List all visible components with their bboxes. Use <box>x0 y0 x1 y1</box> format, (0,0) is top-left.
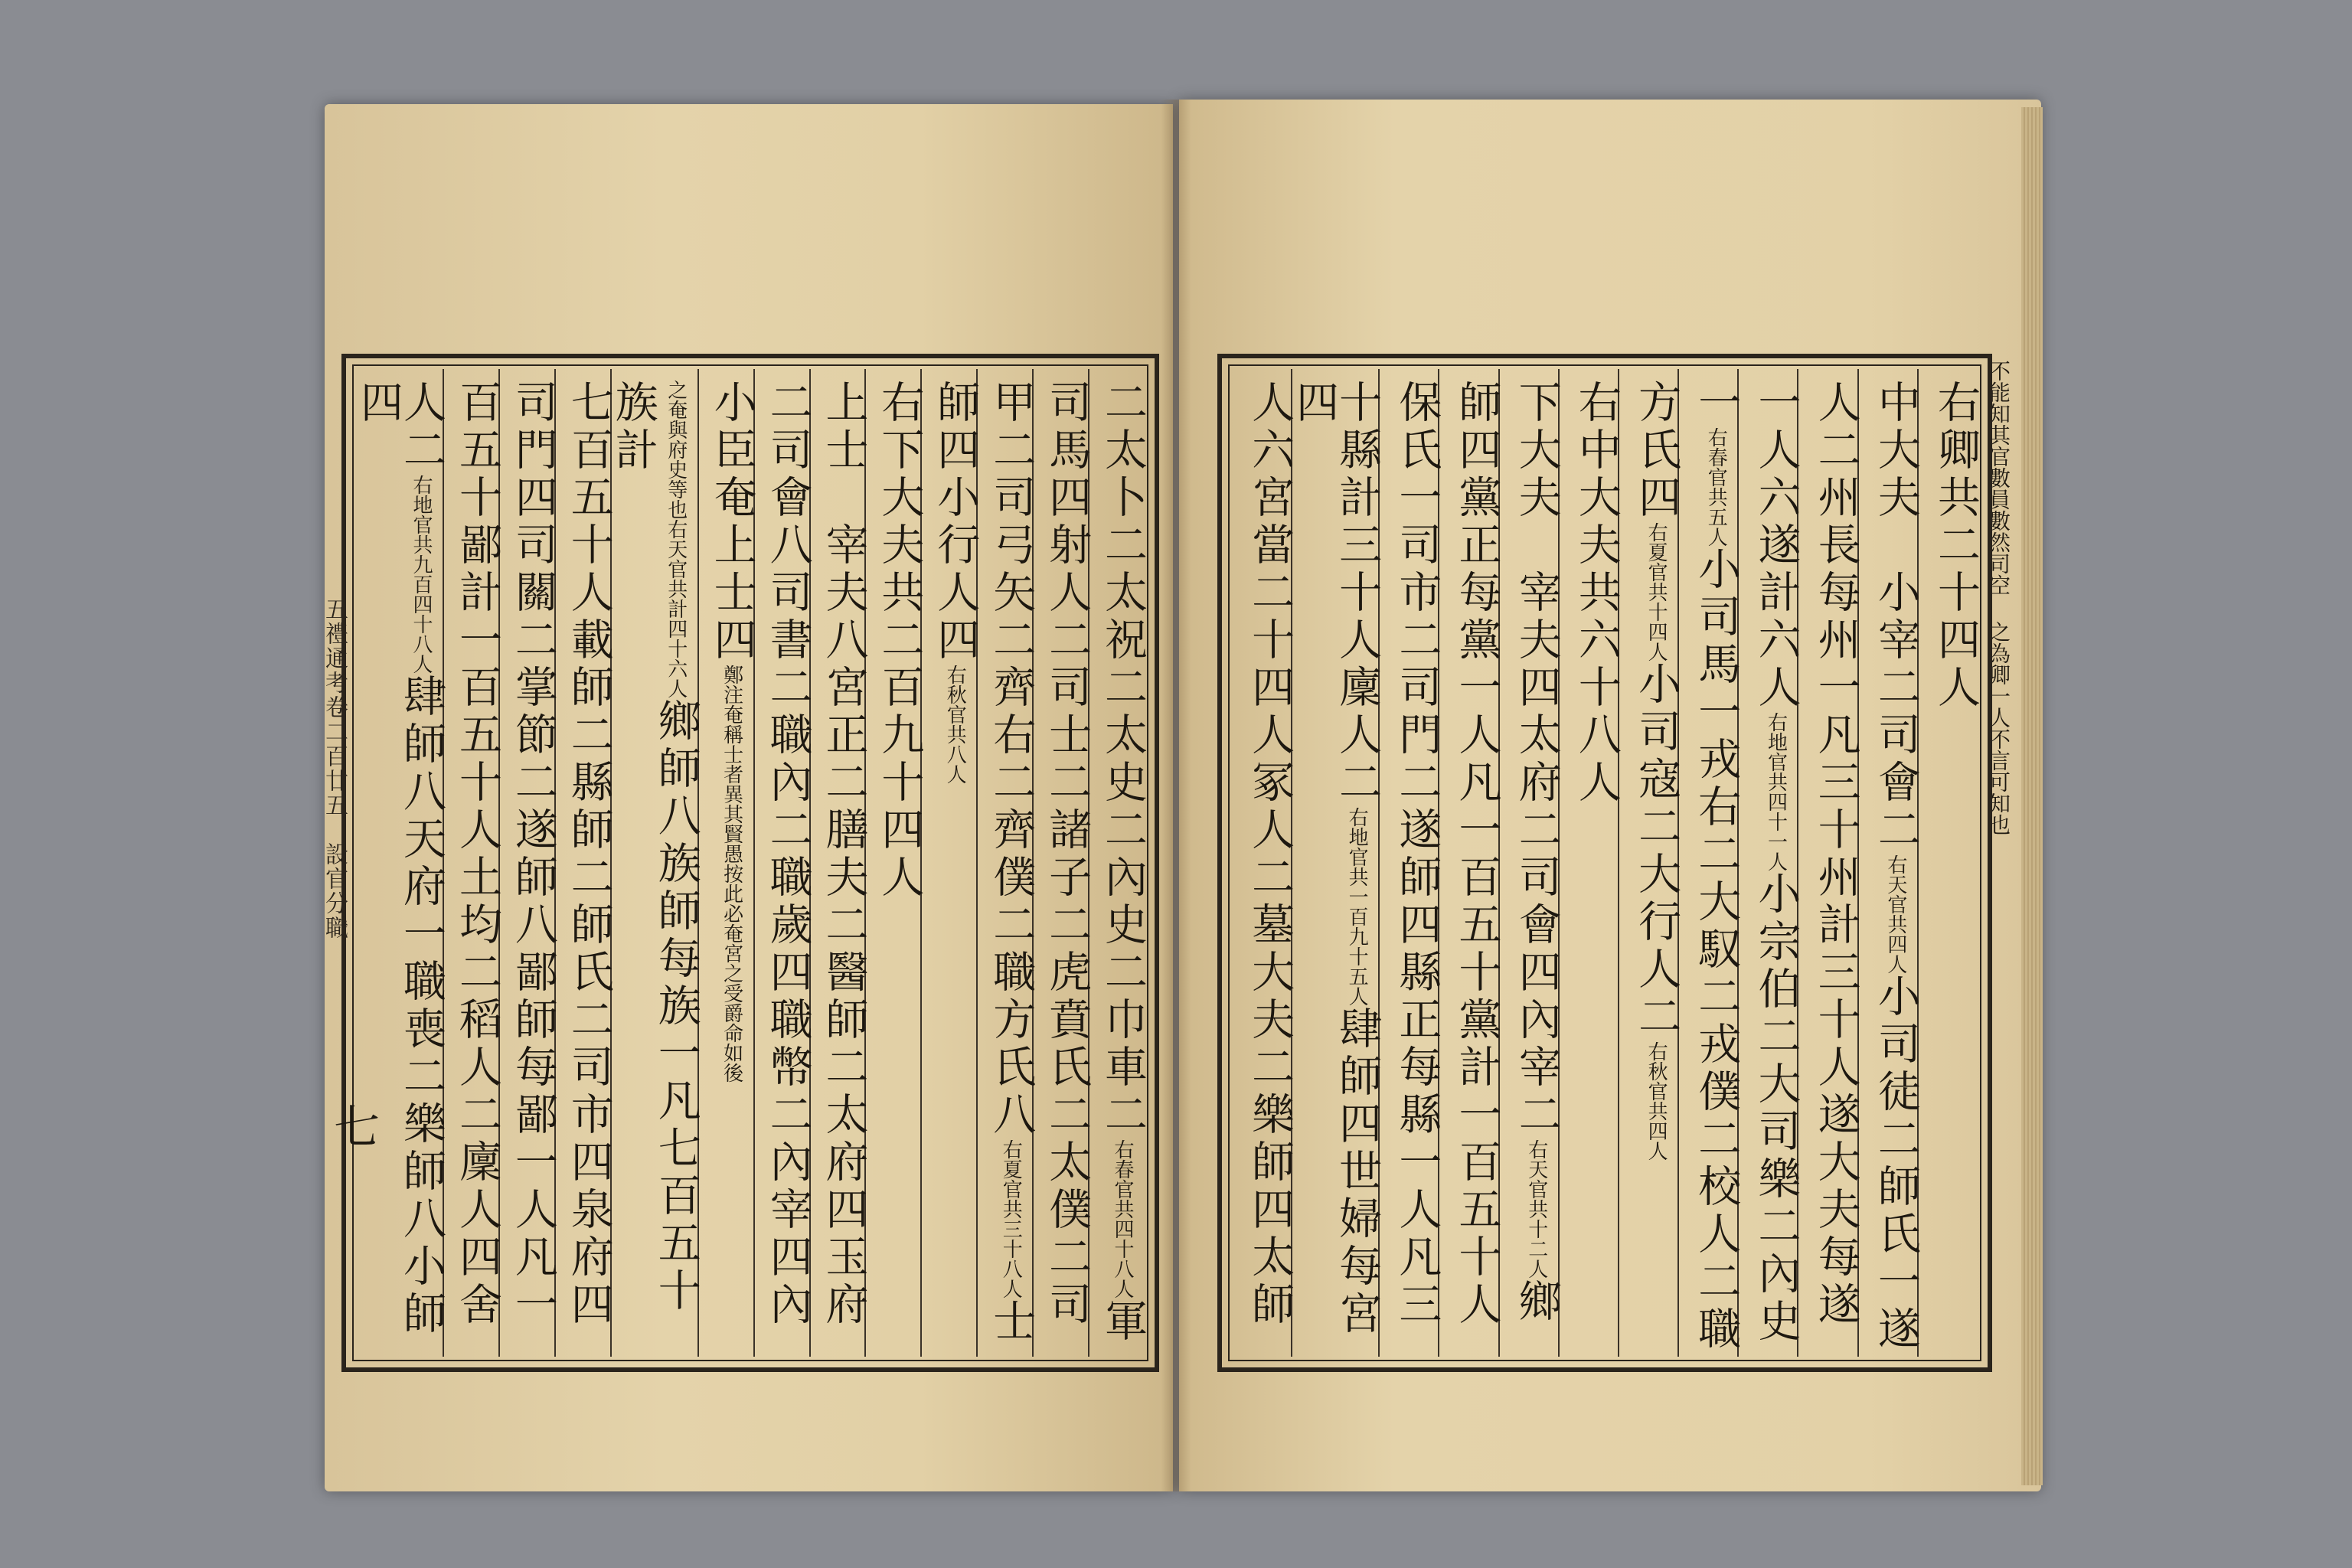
left_page-column: 小臣奄上士四鄭注奄稱士者異其賢愚按此必奄宮之受爵命如後 <box>697 369 753 1357</box>
right_page-column: 人二州長每州一凡三十州計三十人遂大夫每遂 <box>1797 369 1857 1357</box>
folio-number: 七 <box>326 1102 380 1148</box>
book-gutter <box>1161 100 1191 1491</box>
right_page-column: 方氏四右夏官共十四人小司寇二大行人二右秋官共四人 <box>1618 369 1677 1357</box>
right_page-column: 右卿共二十四人 <box>1917 369 1977 1357</box>
left_page-column: 司門四司關二掌節二遂師八鄙師每鄙一人凡一 <box>498 369 554 1357</box>
left_page-column: 甲二司弓矢二齊右二齊僕二職方氏八右夏官共三十八人士 <box>976 369 1032 1357</box>
right_page-column: 右中大夫共六十八人 <box>1558 369 1618 1357</box>
header-note-line: 之為卿一人不言可知也 <box>1986 621 2011 835</box>
left-text-frame <box>341 354 1159 1372</box>
left_page-column: 右下大夫共二百九十四人 <box>864 369 920 1357</box>
left_page-column: 師四小行人四右秋官共八人 <box>920 369 976 1357</box>
left_page-column: 二太卜二太祝二太史二內史二巾車二右春官共四十八人軍 <box>1088 369 1144 1357</box>
header-note-line: 不能知其官數員數然司空 <box>1986 360 2011 596</box>
right-text-frame <box>1217 354 1992 1372</box>
right_page-column: 一人六遂計六人右地官共四十一人小宗伯二大司樂二內史 <box>1737 369 1797 1357</box>
right_page-column: 一右春官共五人小司馬一戎右二大馭二戎僕二校人二職 <box>1677 369 1737 1357</box>
right_page-column: 人六宮當二十四人冢人二墓大夫二樂師四太師 <box>1245 380 1295 1329</box>
left-columns <box>354 369 1148 1357</box>
left_page-column: 七百五十人載師二縣師二師氏二司市四泉府四 <box>554 369 610 1357</box>
banxin-title: 五禮通考卷二百廿五 設官分職 <box>321 597 348 940</box>
right-columns <box>1233 369 1981 1357</box>
right_page-column: 下大夫 宰夫四太府二司會四內宰二右天官共十二人鄉 <box>1498 369 1558 1357</box>
right_page-column: 保氏一司市二司門二遂師四縣正每縣一人凡三 <box>1378 369 1438 1357</box>
left_page-column: 司馬四射人二司士二諸子二虎賁氏二太僕二司 <box>1032 369 1088 1357</box>
left_page-column: 百五十鄙計一百五十人土均二稻人二廩人四舍 <box>443 369 498 1357</box>
right_page-column: 中大夫 小宰二司會二右天官共四人小司徒二師氏一遂 <box>1857 369 1917 1357</box>
left_page-column: 之奄與府史等也右天官共計四十六人鄉師八族師每族一凡七百五十族計 <box>610 369 697 1357</box>
page-edges <box>2021 107 2043 1485</box>
left_page-column: 二司會八司書二職內二職歲四職幣二內宰四內 <box>753 369 809 1357</box>
left_page-column: 人二右地官共九百四十八人肆師八天府一職喪二樂師八小師四 <box>354 380 447 1338</box>
right_page-column: 十縣計三十人廩人二右地官共一百九十五人肆師四世婦每宮四 <box>1291 369 1378 1357</box>
right_page-column: 師四黨正每黨一人凡一百五十黨計一百五十人 <box>1438 369 1498 1357</box>
left_page-column: 上士 宰夫八宮正二膳夫二醫師二太府四玉府 <box>809 369 865 1357</box>
